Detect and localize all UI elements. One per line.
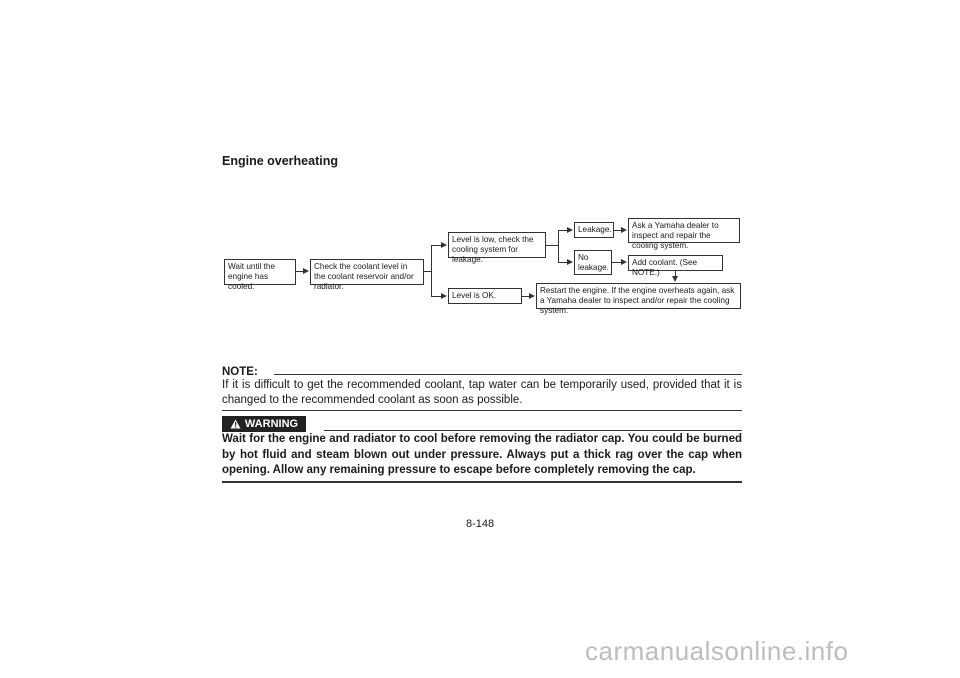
warning-triangle-icon [230, 419, 241, 429]
warning-bottom-rule [222, 481, 742, 483]
flow-box-low: Level is low, check the cooling system for leakage. [448, 232, 546, 258]
flow-box-wait: Wait until the engine has cooled. [224, 259, 296, 285]
page-title: Engine overheating [222, 154, 338, 168]
page-number: 8-148 [466, 518, 495, 530]
arrow-icon [529, 293, 535, 299]
arrow-icon [567, 259, 573, 265]
arrow-down-icon [672, 276, 678, 282]
note-divider [274, 374, 742, 375]
warning-divider [324, 430, 742, 431]
flow-box-ok: Level is OK. [448, 288, 522, 304]
arrow-icon [567, 227, 573, 233]
watermark: carmanualsonline.info [585, 636, 849, 666]
arrow-icon [441, 242, 447, 248]
section-divider [222, 410, 742, 411]
flow-box-add-coolant: Add coolant. (See NOTE.) [628, 255, 723, 271]
warning-label: WARNING [244, 418, 299, 430]
warning-text: Wait for the engine and radiator to cool before removing the radiator cap. You could be burned by hot fluid and steam blown out under pressure. Always put a thick rag over the cap when opening. Allow any remaining pressure to escape before completely removing the cap. [222, 433, 742, 476]
note-label: NOTE: [222, 366, 258, 378]
arrow-icon [303, 268, 309, 274]
flow-box-no-leakage: No leakage. [574, 250, 612, 275]
flow-box-restart: Restart the engine. If the engine overheats again, ask a Yamaha dealer to inspect and/or repair the cooling system. [536, 283, 741, 309]
connector [431, 245, 441, 246]
flow-box-leakage: Leakage. [574, 222, 614, 238]
connector [558, 262, 567, 263]
connector [558, 230, 559, 263]
flow-box-dealer: Ask a Yamaha dealer to inspect and repair the cooling system. [628, 218, 740, 243]
note-text: If it is difficult to get the recommended coolant, tap water can be temporarily used, provided that it is changed to the recommended coolant as soon as possible. [222, 379, 742, 406]
connector [431, 245, 432, 297]
connector [431, 296, 441, 297]
connector [558, 230, 567, 231]
arrow-icon [441, 293, 447, 299]
warning-badge [222, 416, 306, 432]
flow-box-check: Check the coolant level in the coolant reservoir and/or radiator. [310, 259, 424, 285]
arrow-icon [621, 259, 627, 265]
arrow-icon [621, 227, 627, 233]
